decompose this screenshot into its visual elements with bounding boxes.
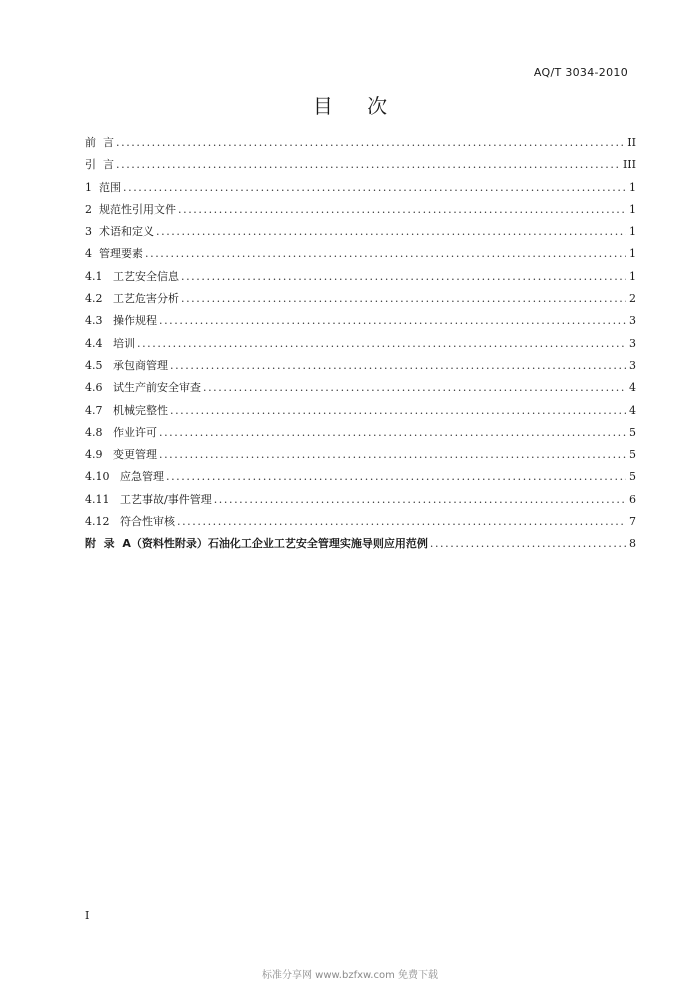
toc-entry-label: 规范性引用文件 [99,202,176,216]
toc-entry-label: 培训 [112,336,135,350]
toc-leader-dots [214,489,626,511]
toc-entry-4-1[interactable] [85,266,636,288]
toc-entry-number: 4.5 [85,358,113,372]
toc-entry-page: 6 [629,492,636,506]
toc-entry-number: 4.8 [85,425,113,439]
table-of-contents [85,132,636,556]
toc-entry-number: 4.10 [85,470,120,484]
toc-leader-dots [430,533,626,555]
toc-entry-page: 3 [629,314,636,328]
toc-entry-label: 范围 [99,180,121,194]
toc-entry-4-12[interactable] [85,511,636,533]
toc-entry-page: III [622,158,636,172]
toc-entry-page: 5 [629,470,636,484]
toc-entry-4-5[interactable] [85,355,636,377]
document-code: AQ/T 3034-2010 [533,66,628,79]
toc-entry-page: 4 [629,381,636,395]
toc-leader-dots [166,466,626,488]
page-number: I [85,909,90,922]
toc-entry-label: 承包商管理 [112,358,168,372]
toc-entry-label: 符合性审核 [119,515,175,529]
toc-leader-dots [170,355,626,377]
toc-entry-4-6[interactable] [85,377,636,399]
toc-entry-label: 引 言 [85,158,114,172]
toc-entry-label: 附 录 A（资料性附录）石油化工企业工艺安全管理实施导则应用范例 [85,537,428,551]
toc-entry-page: 1 [629,202,636,216]
toc-entry-page: 4 [629,403,636,417]
toc-leader-dots [170,400,626,422]
toc-entry-page: II [627,136,636,149]
toc-entry-4-4[interactable] [85,333,636,355]
toc-entry-page: 5 [629,448,636,462]
toc-entry-4-2[interactable] [85,288,636,310]
toc-entry-label: 变更管理 [112,448,157,462]
toc-entry-label: 管理要素 [99,247,143,261]
page-title: 目 次 [312,94,402,118]
toc-leader-dots [116,132,625,154]
toc-leader-dots [177,511,626,533]
toc-leader-dots [181,288,626,310]
toc-entry-terms-definitions[interactable] [85,221,636,243]
toc-entry-label: 机械完整性 [112,403,168,417]
toc-entry-4-9[interactable] [85,444,636,466]
toc-entry-label: 试生产前安全审查 [112,381,201,395]
toc-entry-label: 操作规程 [112,314,157,328]
toc-entry-scope[interactable] [85,177,636,199]
toc-entry-page: 1 [629,225,636,239]
toc-entry-number: 4.9 [85,448,113,462]
toc-leader-dots [159,422,626,444]
toc-leader-dots [156,221,626,243]
toc-entry-label: 前 言 [85,136,114,149]
toc-entry-label: 工艺危害分析 [112,292,179,306]
toc-entry-number: 4 [85,247,99,261]
toc-entry-page: 1 [629,269,636,283]
toc-entry-4-10[interactable] [85,466,636,488]
toc-leader-dots [116,154,621,176]
toc-entry-number: 3 [85,225,99,239]
toc-entry-number: 4.6 [85,381,113,395]
toc-entry-page: 1 [629,247,636,261]
toc-leader-dots [178,199,626,221]
toc-entry-4-7[interactable] [85,400,636,422]
toc-entry-page: 8 [629,537,636,551]
toc-leader-dots [137,333,626,355]
toc-entry-foreword[interactable] [85,132,636,154]
toc-entry-label: 作业许可 [112,425,157,439]
toc-entry-number: 4.11 [85,492,120,506]
toc-entry-number: 4.3 [85,314,113,328]
toc-entry-number: 2 [85,202,99,216]
toc-leader-dots [159,310,626,332]
toc-entry-number: 4.4 [85,336,113,350]
toc-entry-page: 3 [629,336,636,350]
toc-entry-label: 工艺事故/事件管理 [119,492,212,506]
toc-leader-dots [181,266,626,288]
watermark-text: 标准分享网 www.bzfxw.com 免费下载 [262,970,438,981]
toc-leader-dots [123,177,626,199]
toc-leader-dots [203,377,626,399]
toc-entry-label: 应急管理 [119,470,164,484]
toc-entry-page: 5 [629,425,636,439]
toc-entry-number: 4.1 [85,269,113,283]
toc-entry-number: 4.12 [85,515,120,529]
toc-entry-page: 3 [629,358,636,372]
toc-entry-page: 7 [629,515,636,529]
toc-entry-label: 工艺安全信息 [112,269,179,283]
toc-entry-management-elements[interactable] [85,243,636,265]
toc-entry-4-8[interactable] [85,422,636,444]
toc-entry-label: 术语和定义 [99,225,154,239]
toc-leader-dots [145,243,626,265]
toc-entry-page: 2 [629,292,636,306]
toc-leader-dots [159,444,626,466]
toc-entry-normative-references[interactable] [85,199,636,221]
toc-entry-4-3[interactable] [85,310,636,332]
toc-entry-4-11[interactable] [85,489,636,511]
toc-entry-appendix-a[interactable] [85,533,636,555]
toc-entry-introduction[interactable] [85,154,636,176]
toc-entry-page: 1 [629,180,636,194]
toc-entry-number: 1 [85,180,99,194]
toc-entry-number: 4.2 [85,292,113,306]
toc-entry-number: 4.7 [85,403,113,417]
